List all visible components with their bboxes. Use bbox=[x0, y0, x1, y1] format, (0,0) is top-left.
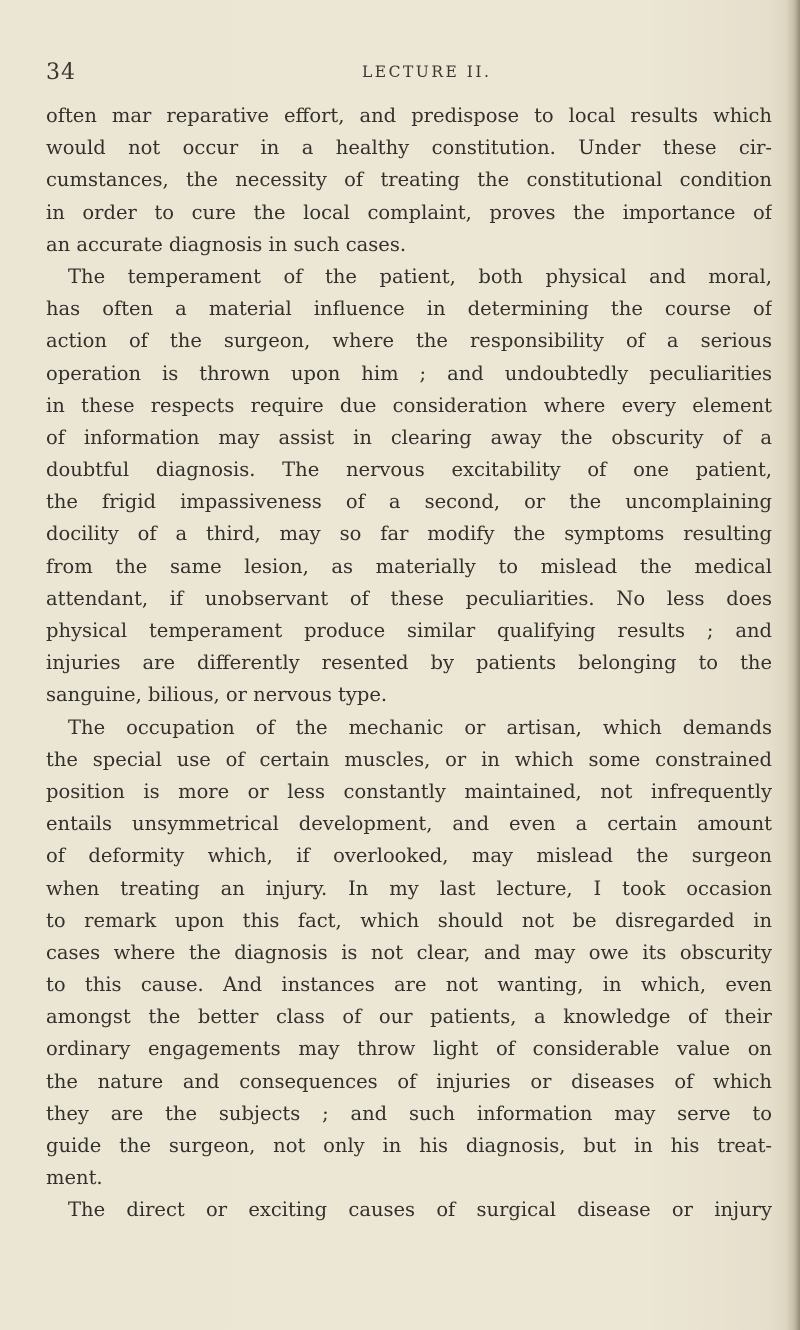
text-line: operation is thrown upon him ; and undoubtedly peculiarities bbox=[46, 361, 772, 385]
text-line: entails unsymmetrical development, and even a certain amount bbox=[46, 812, 772, 836]
text-line: an accurate diagnosis in such cases. bbox=[46, 232, 407, 256]
text-line: in these respects require due consideration where every element bbox=[46, 393, 772, 417]
text-line: the frigid impassiveness of a second, or the uncomplaining bbox=[46, 490, 772, 514]
text-line: of information may assist in clearing away the obscurity of a bbox=[46, 425, 772, 449]
text-line: doubtful diagnosis. The nervous excitability of one patient, bbox=[46, 458, 772, 482]
text-line: often mar reparative effort, and predispose to local results which bbox=[46, 104, 772, 127]
text-line: to remark upon this fact, which should not be disregarded in bbox=[46, 908, 772, 932]
page-edge-shadow bbox=[786, 0, 800, 1330]
text-line: would not occur in a healthy constitution. Under these cir- bbox=[46, 136, 772, 160]
text-line: physical temperament produce similar qualifying results ; and bbox=[46, 619, 772, 642]
running-head: LECTURE II. bbox=[362, 63, 492, 81]
page-number: 34 bbox=[46, 60, 76, 85]
text-line: attendant, if unobservant of these peculiarities. No less does bbox=[46, 586, 772, 610]
text-line: docility of a third, may so far modify the symptoms resulting bbox=[46, 522, 772, 546]
text-line: position is more or less constantly maintained, not infrequently bbox=[46, 779, 772, 803]
text-line: from the same lesion, as materially to mislead the medical bbox=[46, 554, 772, 578]
body-text bbox=[46, 100, 772, 1227]
text-line: when treating an injury. In my last lecture, I took occasion bbox=[46, 876, 772, 900]
text-line: in order to cure the local complaint, proves the importance of bbox=[46, 200, 772, 224]
text-line: The direct or exciting causes of surgical disease or injury bbox=[68, 1198, 772, 1222]
text-line: they are the subjects ; and such information may serve to bbox=[46, 1101, 772, 1125]
page-header bbox=[0, 60, 800, 88]
text-line: cases where the diagnosis is not clear, and may owe its obscurity bbox=[46, 940, 772, 964]
text-line: The temperament of the patient, both physical and moral, bbox=[68, 264, 772, 288]
text-line: The occupation of the mechanic or artisan, which demands bbox=[68, 715, 772, 739]
text-line: amongst the better class of our patients, a knowledge of their bbox=[46, 1005, 772, 1029]
text-line: the special use of certain muscles, or in which some constrained bbox=[46, 747, 772, 771]
text-line: to this cause. And instances are not wanting, in which, even bbox=[46, 973, 772, 997]
text-line: ordinary engagements may throw light of considerable value on bbox=[46, 1037, 772, 1061]
text-line: of deformity which, if overlooked, may mislead the surgeon bbox=[46, 844, 772, 868]
text-line: has often a material influence in determining the course of bbox=[46, 297, 772, 321]
text-line: the nature and consequences of injuries or diseases of which bbox=[46, 1069, 772, 1093]
text-line: injuries are differently resented by patients belonging to the bbox=[46, 651, 772, 675]
text-line: action of the surgeon, where the responsibility of a serious bbox=[46, 329, 772, 353]
text-line: sanguine, bilious, or nervous type. bbox=[46, 683, 388, 707]
text-line: ment. bbox=[46, 1166, 103, 1190]
text-line: guide the surgeon, not only in his diagnosis, but in his treat- bbox=[46, 1134, 772, 1157]
text-line: cumstances, the necessity of treating the constitutional condition bbox=[46, 168, 772, 192]
